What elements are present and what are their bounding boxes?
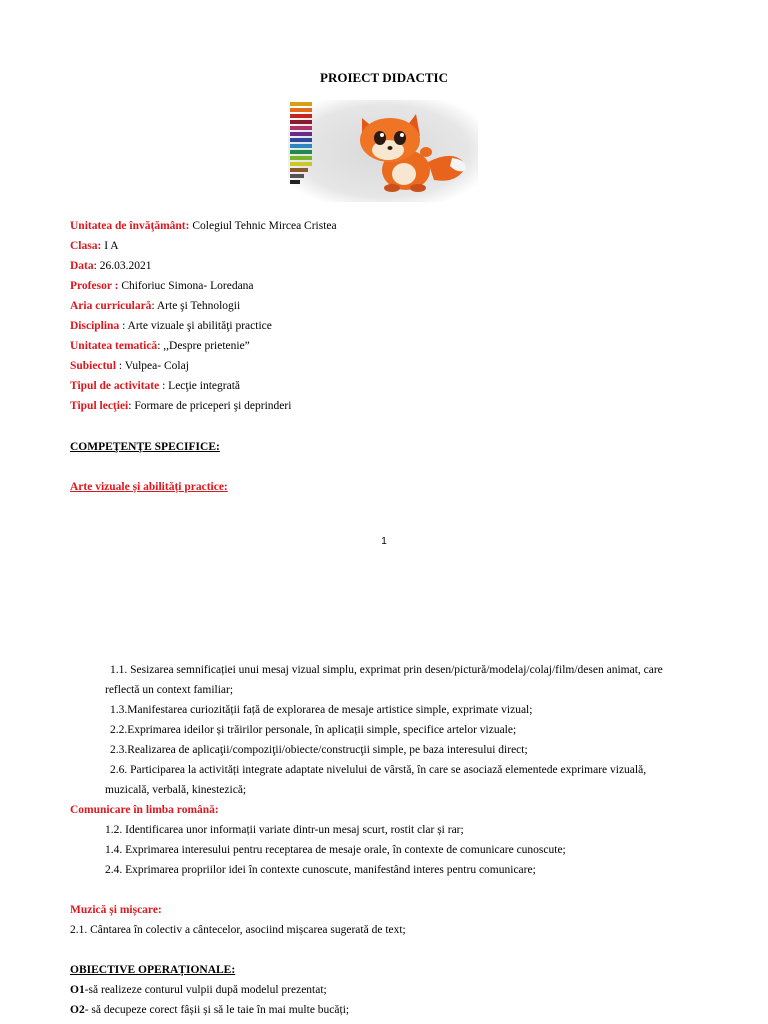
field-value: I A	[101, 240, 119, 252]
field-value: : Arte şi Tehnologii	[151, 300, 241, 312]
objective-code: O2	[70, 1004, 85, 1016]
objective-text: - să decupeze corect fâșii și să le taie în mai multe bucăți;	[84, 1004, 350, 1016]
objective-code: O1	[70, 984, 85, 996]
arte-item: muzicală, verbală, kinestezică;	[105, 784, 247, 796]
field-value: : ,,Despre prietenie”	[157, 340, 250, 352]
field-value: : Lecţie integrată	[159, 380, 241, 392]
obiective-heading: OBIECTIVE OPERAȚIONALE:	[70, 964, 236, 976]
field-value: Colegiul Tehnic Mircea Cristea	[189, 220, 337, 232]
field-value: : Arte vizuale şi abilităţi practice	[119, 320, 272, 332]
field-subject	[70, 360, 189, 372]
objective-item	[70, 984, 327, 996]
field-label: Profesor :	[70, 280, 119, 292]
field-thematic-unit	[70, 340, 250, 352]
comunicare-item: 1.2. Identificarea unor informații variate dintr-un mesaj scurt, rostit clar și rar;	[105, 824, 464, 836]
arte-item: 1.3.Manifestarea curiozității față de explorarea de mesaje artistice simple, exprimate vizual;	[110, 704, 533, 716]
muzica-heading: Muzică și mișcare:	[70, 904, 162, 916]
field-value: Chiforiuc Simona- Loredana	[118, 280, 254, 292]
field-label: Unitatea de învăţământ:	[70, 220, 190, 232]
field-value: : Vulpea- Colaj	[116, 360, 189, 372]
field-value: : Formare de priceperi şi deprinderi	[128, 400, 292, 412]
field-activity-type	[70, 380, 240, 392]
field-curricular-area	[70, 300, 240, 312]
arte-item: 1.1. Sesizarea semnificației unui mesaj vizual simplu, exprimat prin desen/pictură/modelaj/colaj/film/desen animat, care	[110, 664, 663, 676]
field-label: Data	[70, 260, 94, 272]
page-number: 1	[381, 536, 387, 547]
field-date	[70, 260, 151, 272]
field-label: Disciplina	[70, 320, 120, 332]
comunicare-item: 1.4. Exprimarea interesului pentru receptarea de mesaje orale, în contexte de comunicare cunoscute;	[105, 844, 566, 856]
field-label: Subiectul	[70, 360, 117, 372]
objective-item	[70, 1004, 349, 1016]
field-lesson-type	[70, 400, 291, 412]
document-title: PROIECT DIDACTIC	[320, 70, 448, 85]
fox-with-pencils-illustration	[288, 100, 478, 202]
arte-item: reflectă un context familiar;	[105, 684, 234, 696]
comunicare-item: 2.4. Exprimarea propriilor idei în contexte cunoscute, manifestând interes pentru comunicare;	[105, 864, 536, 876]
arte-heading: Arte vizuale și abilități practice:	[70, 481, 228, 493]
muzica-item: 2.1. Cântarea în colectiv a cântecelor, asociind mișcarea sugerată de text;	[70, 924, 406, 936]
arte-item: 2.2.Exprimarea ideilor și trăirilor personale, în aplicații simple, specifice artelor vizuale;	[110, 724, 517, 736]
arte-item: 2.6. Participarea la activități integrate adaptate nivelului de vârstă, în care se asociază elementede exprimare vizuală,	[110, 764, 647, 776]
field-value: : 26.03.2021	[93, 260, 152, 272]
field-label: Clasa:	[70, 240, 102, 252]
comunicare-heading: Comunicare în limba română:	[70, 804, 219, 816]
field-label: Tipul de activitate	[70, 380, 160, 392]
field-label: Unitatea tematică	[70, 340, 158, 352]
field-label: Aria curriculară	[70, 300, 152, 312]
field-label: Tipul lecţiei	[70, 400, 129, 412]
arte-item: 2.3.Realizarea de aplicaţii/compoziţii/obiecte/construcţii simple, pe baza interesului direct;	[110, 744, 528, 756]
field-class	[70, 240, 119, 252]
objective-text: -să realizeze conturul vulpii după modelul prezentat;	[84, 984, 327, 996]
field-discipline	[70, 320, 272, 332]
field-school	[70, 220, 337, 232]
field-teacher	[70, 280, 254, 292]
competente-heading: COMPEŢENŢE SPECIFICE:	[70, 441, 220, 453]
